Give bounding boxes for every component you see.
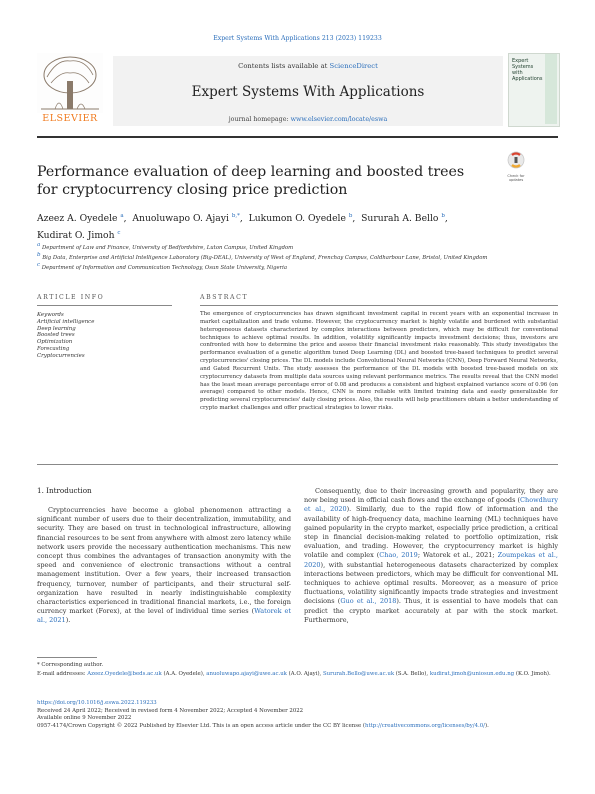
- author-name: Anuoluwapo O. Ajayi: [132, 213, 229, 225]
- footnotes: [37, 661, 558, 678]
- author-name: Kudirat O. Jimoh: [37, 230, 115, 242]
- paper-title: Performance evaluation of deep learning and boosted trees for cryptocurrency closing price prediction: [37, 164, 465, 198]
- citation-link[interactable]: Chowdhury et al., 2020: [304, 496, 558, 514]
- intro-text: Cryptocurrencies have become a global phenomenon attracting a significant number of users due to their decentralization, immutability, and security. They are based on trust in technological infrastructure, allowing financial resources to be sent from anywhere with almost zero latency while network users provide the necessary authentication mechanisms. This new concept thus combines the advantages of transaction anonymity with the speed and convenience of electronic transactions without a central management institution. Over a few years, their increased transaction frequency, turnover, number of participants, and their structural self-organization have resulted in nearly indistinguishable complexity characteristics experienced in traditional financial markets, i.e., the foreign currency market (Forex), at the level of individual time series (: [37, 506, 291, 616]
- cover-line: with: [512, 70, 523, 76]
- header-rule: [37, 136, 558, 138]
- check-updates-icon: [503, 150, 529, 170]
- citation-link[interactable]: Chao, 2019: [379, 551, 418, 560]
- author-affil-mark[interactable]: b: [441, 213, 445, 219]
- affiliation-text: Department of Law and Finance, University of Bedfordshire, Luton Campus, United Kingdom: [41, 244, 294, 251]
- affiliation-mark: b: [37, 252, 41, 258]
- intro-text: ). Thus, it is essential to have models that can predict the crypto market accurately at par with the stock market. Furthermore,: [304, 597, 558, 624]
- email-label: E-mail addresses:: [37, 670, 88, 677]
- intro-right-column: [304, 487, 558, 625]
- abstract-heading: ABSTRACT: [200, 294, 249, 301]
- elsevier-logo: [37, 53, 103, 113]
- email-owner: (K.O. Jimoh).: [514, 670, 551, 677]
- sciencedirect-link[interactable]: ScienceDirect: [329, 62, 378, 70]
- affiliation: [37, 262, 537, 271]
- homepage-link[interactable]: www.elsevier.com/locate/eswa: [290, 116, 388, 123]
- email-owner: (A.O. Ajayi),: [286, 670, 323, 677]
- intro-text: ; Watorek et al., 2021;: [417, 551, 498, 560]
- author-name: Azeez A. Oyedele: [37, 213, 118, 225]
- email-owner: (A.A. Oyedele),: [161, 670, 207, 677]
- affiliation-mark: a: [37, 242, 41, 248]
- author-affil-mark[interactable]: a: [120, 213, 124, 219]
- license-link[interactable]: http://creativecommons.org/licenses/by/4.0/: [365, 722, 485, 729]
- intro-text: ), with substantial heterogeneous datasets characterized by complex interactions between predictors, which may be difficult for conventional ML techniques to achieve optimal results. Moreover, as a measure of price fluctuations, volatility significantly impacts trade strategies and investment decisions (: [304, 560, 558, 606]
- email-link[interactable]: kudirat.jimoh@uniosun.edu.ng: [429, 670, 515, 677]
- keyword: Forecasting: [37, 345, 70, 352]
- article-info-rule: [37, 305, 172, 306]
- received-dates: Received 24 April 2022; Received in revised form 4 November 2022; Accepted 4 November 2022: [37, 707, 304, 714]
- cover-line: Systems: [512, 64, 534, 70]
- intro-text: Consequently, due to their increasing growth and popularity, they are now being used in official cash flows and the exchange of goods (: [304, 487, 558, 505]
- email-owner: (S.A. Bello),: [394, 670, 430, 677]
- copyright-line: [37, 723, 558, 731]
- author-affil-mark[interactable]: b,*: [231, 213, 240, 219]
- citation-link[interactable]: Watorek et al., 2021: [37, 607, 291, 625]
- affiliation-text: Department of Information and Communication Technology, Osun State University, Nigeria: [41, 264, 287, 271]
- keyword: Optimization: [37, 339, 73, 346]
- affiliation-text: Big Data, Enterprise and Artificial Intelligence Laboratory (Big-DEAL), University of West of England, Frenchay Campus, Coldharbour Lane, Bristol, United Kingdom: [42, 254, 488, 261]
- keyword: Cryptocurrencies: [37, 352, 85, 359]
- copyright-text: ).: [484, 722, 489, 729]
- affiliation: [37, 242, 537, 251]
- affiliation-mark: c: [37, 262, 41, 268]
- keyword: Deep learning: [37, 325, 76, 332]
- keyword: Artificial intelligence: [37, 318, 95, 325]
- contents-line: [113, 62, 503, 70]
- article-footer: [37, 700, 558, 730]
- cover-line: Expert: [512, 58, 529, 64]
- email-addresses: [37, 670, 558, 679]
- available-online-date: Available online 9 November 2022: [37, 715, 132, 722]
- publisher-name: ELSEVIER: [42, 113, 98, 124]
- journal-reference[interactable]: Expert Systems With Applications 213 (2023) 119233: [213, 35, 382, 42]
- intro-text: ).: [65, 616, 71, 625]
- check-for-updates-badge[interactable]: [503, 150, 529, 180]
- homepage-line: [113, 116, 503, 123]
- intro-text: ). Similarly, due to the rapid flow of information and the availability of high-frequency data, machine learning (ML) techniques have gained popularity in the crypto market, especially price prediction, a critical step in financial decision-making related to portfolio optimization, risk evaluation, and trading. However, the cryptocurrency market is highly volatile and complex (: [304, 505, 558, 560]
- keywords-list: [37, 312, 167, 360]
- section-heading-introduction: 1. Introduction: [37, 486, 92, 495]
- citation-link[interactable]: Zoumpekas et al., 2020: [304, 551, 558, 569]
- footnote-rule: [37, 657, 97, 658]
- keywords-label: Keywords: [37, 312, 64, 318]
- intro-paragraph: [304, 487, 558, 625]
- badge-line-2: updates: [508, 178, 524, 182]
- doi-link[interactable]: https://doi.org/10.1016/j.eswa.2022.119233: [37, 700, 157, 706]
- copyright-text: 0957-4174/Crown Copyright © 2022 Published by Elsevier Ltd. This is an open access article under the CC BY license (: [37, 722, 365, 729]
- contents-prefix: Contents lists available at: [238, 62, 330, 70]
- cover-line: Applications: [512, 76, 543, 82]
- author-affil-mark[interactable]: b: [348, 213, 353, 219]
- homepage-prefix: journal homepage:: [228, 116, 291, 123]
- email-link[interactable]: Azeez.Oyedele@beds.ac.uk: [87, 670, 162, 677]
- abstract-rule: [200, 305, 558, 306]
- badge-line-1: Check for: [507, 174, 525, 178]
- author-list: Azeez A. Oyedele $^a$, Anuoluwapo O. Ajayi $^{b,*}$, Lukumon O. Oyedele $^b$, Sururah A. Bello $^b$, Kudirat O. Jimoh $^c$: [37, 213, 448, 242]
- email-link[interactable]: Sururah.Bello@uwe.ac.uk: [322, 670, 395, 677]
- affiliation: [37, 252, 537, 261]
- abstract-bottom-rule: [37, 464, 558, 465]
- intro-left-column: [37, 506, 291, 626]
- author-affil-mark[interactable]: c: [117, 230, 121, 237]
- corresponding-author-note: * Corresponding author.: [37, 662, 104, 668]
- author-name: Lukumon O. Oyedele: [248, 213, 346, 225]
- cover-title: [512, 58, 556, 82]
- abstract-text: The emergence of cryptocurrencies has drawn significant investment capital in recent years with an exponential increase in market capitalization and trade volume. However, the cryptocurrency market is highly volatile and burdened with substantial heterogeneous datasets characterized by complex interactions between predictors, which may be difficult for conventional techniques to achieve optimal results. In addition, volatility significantly impacts investment decisions; thus, investors are confronted with how to determine the price and assess their financial investment risks reasonably. This study investigates the performance evaluation of a genetic algorithm tuned Deep Learning (DL) and boosted tree-based techniques to predict several cryptocurrencies' closing prices. The DL models include Convolutional Neural Networks (CNN), Deep Forward Neural Networks, and Gated Recurrent Units. The study assesses the performance of the DL models with boosted tree-based models on six cryptocurrency datasets from multiple data sources using relevant performance metrics. The results reveal that the CNN model has the least mean average percentage error of 0.08 and produces a consistent and highest explained variance score of 0.96 (on average) compared to other models. Hence, CNN is more reliable with limited training data and easily generalizable for predicting several cryptocurrencies' daily closing prices. Also, the results will help practitioners obtain a better understanding of crypto market challenges and offer practical strategies to lower risks.: [200, 311, 558, 412]
- keyword: Boosted trees: [37, 332, 75, 339]
- email-link[interactable]: anuoluwapo.ajayi@uwe.ac.uk: [206, 670, 287, 677]
- intro-paragraph: [37, 506, 291, 626]
- article-info-heading: ARTICLE INFO: [37, 294, 105, 301]
- journal-title: Expert Systems With Applications: [191, 84, 425, 100]
- author-name: Sururah A. Bello: [361, 213, 439, 225]
- citation-link[interactable]: Guo et al., 2018: [340, 597, 397, 606]
